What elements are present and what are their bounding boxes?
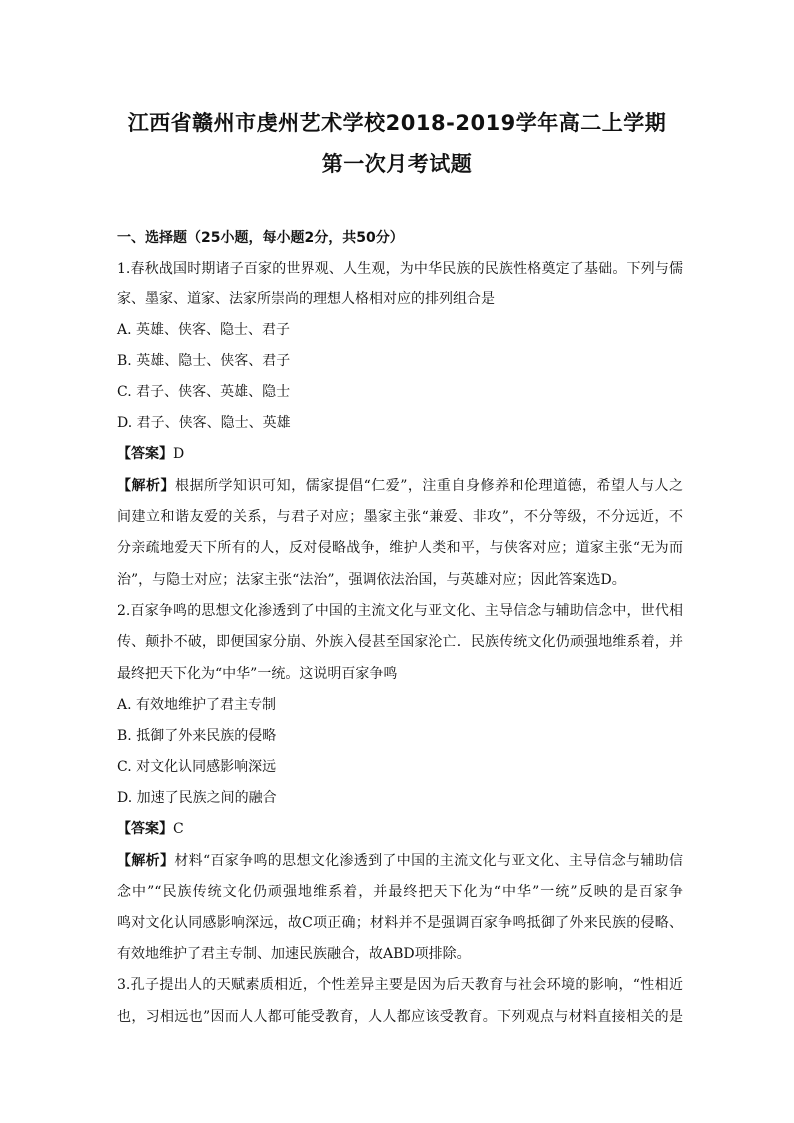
q2-analysis-tag: 【解析】 [117, 853, 175, 869]
q3-stem-line-2: 也，习相远也”因而人人都可能受教育，人人都应该受教育。下列观点与材料直接相关的是 [117, 1009, 683, 1025]
q2-analysis-line-2: 念中”“民族传统文化仍顽强地维系着，并最终把天下化为“中华”一统”反映的是百家争 [117, 884, 683, 900]
q1-analysis-line-3: 分亲疏地爱天下所有的人，反对侵略战争，维护人类和平，与侠客对应；道家主张“无为而 [117, 540, 683, 556]
q1-option-d: D. 君子、侠客、隐士、英雄 [117, 415, 291, 431]
q1-analysis-line-2: 间建立和谐友爱的关系，与君子对应；墨家主张“兼爱、非攻”，不分等级，不分远近，不 [117, 509, 683, 525]
q1-option-b: B. 英雄、隐士、侠客、君子 [117, 353, 291, 369]
q1-answer-tag: 【答案】 [117, 446, 173, 462]
q1-answer-value: D [173, 446, 185, 462]
q2-stem-line-2: 传、颠扑不破，即便国家分崩、外族入侵甚至国家沦亡．民族传统文化仍顽强地维系着，并 [117, 634, 683, 650]
q1-option-a: A. 英雄、侠客、隐士、君子 [117, 322, 291, 338]
q2-analysis-line-4: 有效地维护了君主专制、加速民族融合，故ABD项排除。 [117, 946, 471, 962]
q1-analysis-line-1 [117, 476, 683, 496]
q1-analysis-line-4: 治”，与隐士对应；法家主张“法治”，强调依法治国，与英雄对应；因此答案选D。 [117, 572, 626, 588]
q2-analysis-line-1 [117, 851, 683, 871]
document-title-line-2: 第一次月考试题 [321, 152, 473, 176]
q1-analysis-tag: 【解析】 [117, 478, 176, 494]
q2-option-c: C. 对文化认同感影响深远 [117, 759, 277, 775]
q2-answer-value: C [173, 821, 184, 837]
q2-answer [117, 819, 683, 839]
q1-stem-line-2: 家、墨家、道家、法家所崇尚的理想人格相对应的排列组合是 [117, 291, 495, 307]
q2-stem-line-1: 2.百家争鸣的思想文化渗透到了中国的主流文化与亚文化、主导信念与辅助信念中，世代相 [117, 603, 683, 619]
q1-answer [117, 444, 683, 464]
q1-stem-line-1: 1.春秋战国时期诸子百家的世界观、人生观，为中华民族的民族性格奠定了基础。下列与儒 [117, 261, 683, 277]
q2-option-a: A. 有效地维护了君主专制 [117, 697, 277, 713]
q2-analysis-line-3: 鸣对文化认同感影响深远，故C项正确；材料并不是强调百家争鸣抵御了外来民族的侵略、 [117, 915, 683, 931]
q1-analysis-text: 根据所学知识可知，儒家提倡“仁爱”，注重自身修养和伦理道德，希望人与人之 [175, 478, 684, 494]
q3-stem-line-1: 3.孔子提出人的天赋素质相近，个性差异主要是因为后天教育与社会环境的影响，“性相近 [117, 977, 683, 993]
q2-analysis-text: 材料“百家争鸣的思想文化渗透到了中国的主流文化与亚文化、主导信念与辅助信 [174, 853, 684, 869]
document-title-line-1: 江西省赣州市虔州艺术学校2018-2019学年高二上学期 [127, 111, 667, 135]
q2-option-b: B. 抵御了外来民族的侵略 [117, 728, 277, 744]
q2-answer-tag: 【答案】 [117, 821, 173, 837]
q1-option-c: C. 君子、侠客、英雄、隐士 [117, 384, 291, 400]
q2-stem-line-3: 最终把天下化为“中华”一统。这说明百家争鸣 [117, 666, 398, 682]
section-heading: 一、选择题（25小题，每小题2分，共50分） [117, 230, 404, 246]
q2-option-d: D. 加速了民族之间的融合 [117, 790, 277, 806]
